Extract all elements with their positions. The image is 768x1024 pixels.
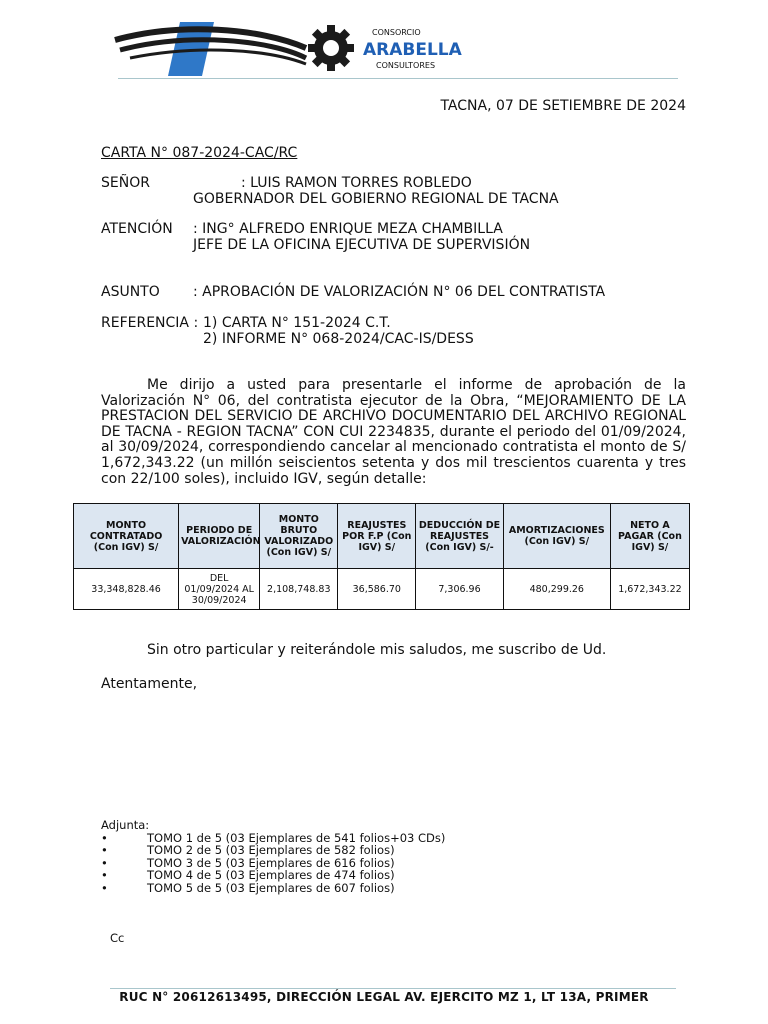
signoff: Atentamente, xyxy=(101,676,198,692)
table-cell: 2,108,748.83 xyxy=(260,569,338,610)
logo-bottom-text: CONSULTORES xyxy=(376,61,436,70)
senor-label: SEÑOR xyxy=(101,175,150,191)
body-paragraph xyxy=(101,378,686,487)
table-header-cell: REAJUSTES POR F.P (Con IGV) S/ xyxy=(338,504,416,569)
referencia-item-1: 1) CARTA N° 151-2024 C.T. xyxy=(203,315,391,331)
table-cell: 7,306.96 xyxy=(416,569,503,610)
list-item xyxy=(101,882,501,895)
table-cell: DEL 01/09/2024 AL 30/09/2024 xyxy=(179,569,260,610)
table-cell: 36,586.70 xyxy=(338,569,416,610)
table-header-cell: MONTO BRUTO VALORIZADO (Con IGV) S/ xyxy=(260,504,338,569)
referencia-item-2: 2) INFORME N° 068-2024/CAC-IS/DESS xyxy=(203,331,474,347)
footer-rule xyxy=(110,988,676,989)
attachment-text: TOMO 3 de 5 (03 Ejemplares de 616 folios) xyxy=(147,855,395,870)
asunto-value: : APROBACIÓN DE VALORIZACIÓN N° 06 DEL CONTRATISTA xyxy=(193,284,606,300)
table-cell: 480,299.26 xyxy=(503,569,610,610)
table-row xyxy=(74,569,690,610)
logo-top-text: CONSORCIO xyxy=(372,28,421,37)
letter-date: TACNA, 07 DE SETIEMBRE DE 2024 xyxy=(440,98,686,114)
attachments-title: Adjunta: xyxy=(101,818,150,832)
attachment-text: TOMO 1 de 5 (03 Ejemplares de 541 folios+03 CDs) xyxy=(147,830,446,845)
attachment-text: TOMO 4 de 5 (03 Ejemplares de 474 folios) xyxy=(147,868,395,883)
list-item xyxy=(101,844,501,857)
table-header-cell: AMORTIZACIONES (Con IGV) S/ xyxy=(503,504,610,569)
body-paragraph-text: Me dirijo a usted para presentarle el informe de aprobación de la Valorización N° 06, del contratista ejecutor de la Obra, “MEJORAMIENTO DE LA PRESTACION DEL SERVICIO DE ARCHIVO DOCUMENTARIO DEL ARCHIVO REGIONAL DE TACNA - REGION TACNA” CON CUI 2234835, durante el periodo del 01/09/2024, al 30/09/2024, correspondiendo cancelar al mencionado contratista el monto de S/ 1,672,343.22 (un millón seiscientos setenta y dos mil trescientos cuarenta y tres con 22/100 soles), incluido IGV, según detalle: xyxy=(101,377,686,487)
logo-graphic xyxy=(110,18,470,80)
closing-line: Sin otro particular y reiterándole mis saludos, me suscribo de Ud. xyxy=(147,642,607,658)
table-header-cell: DEDUCCIÓN DE REAJUSTES (Con IGV) S/- xyxy=(416,504,503,569)
logo-brand-text: ARABELLA xyxy=(363,40,462,60)
bullet: • xyxy=(101,880,108,895)
attachments-block xyxy=(101,819,501,895)
atencion-name: : ING° ALFREDO ENRIQUE MEZA CHAMBILLA xyxy=(193,221,503,237)
table-header-cell: NETO A PAGAR (Con IGV) S/ xyxy=(610,504,689,569)
bullet: • xyxy=(101,830,108,845)
valuation-table xyxy=(73,503,690,610)
letter-number: CARTA N° 087-2024-CAC/RC xyxy=(101,145,298,161)
table-header-cell: MONTO CONTRATADO (Con IGV) S/ xyxy=(74,504,179,569)
senor-name: : LUIS RAMON TORRES ROBLEDO xyxy=(241,175,472,191)
header-rule xyxy=(118,78,678,79)
referencia-label: REFERENCIA : xyxy=(101,315,199,331)
cc-label: Cc xyxy=(110,931,125,945)
attachment-text: TOMO 2 de 5 (03 Ejemplares de 582 folios) xyxy=(147,843,395,858)
attachment-text: TOMO 5 de 5 (03 Ejemplares de 607 folios) xyxy=(147,880,395,895)
footer-text: RUC N° 20612613495, DIRECCIÓN LEGAL AV. EJERCITO MZ 1, LT 13A, PRIMER xyxy=(119,990,649,1004)
bullet: • xyxy=(101,855,108,870)
bullet: • xyxy=(101,868,108,883)
company-logo xyxy=(110,18,470,80)
table-cell: 33,348,828.46 xyxy=(74,569,179,610)
senor-title: GOBERNADOR DEL GOBIERNO REGIONAL DE TACNA xyxy=(193,191,559,207)
bullet: • xyxy=(101,843,108,858)
table-header-row xyxy=(74,504,690,569)
table-cell: 1,672,343.22 xyxy=(610,569,689,610)
asunto-label: ASUNTO xyxy=(101,284,160,300)
atencion-title: JEFE DE LA OFICINA EJECUTIVA DE SUPERVISIÓN xyxy=(193,237,531,253)
atencion-label: ATENCIÓN xyxy=(101,221,173,237)
table-header-cell: PERIODO DE VALORIZACIÓN xyxy=(179,504,260,569)
